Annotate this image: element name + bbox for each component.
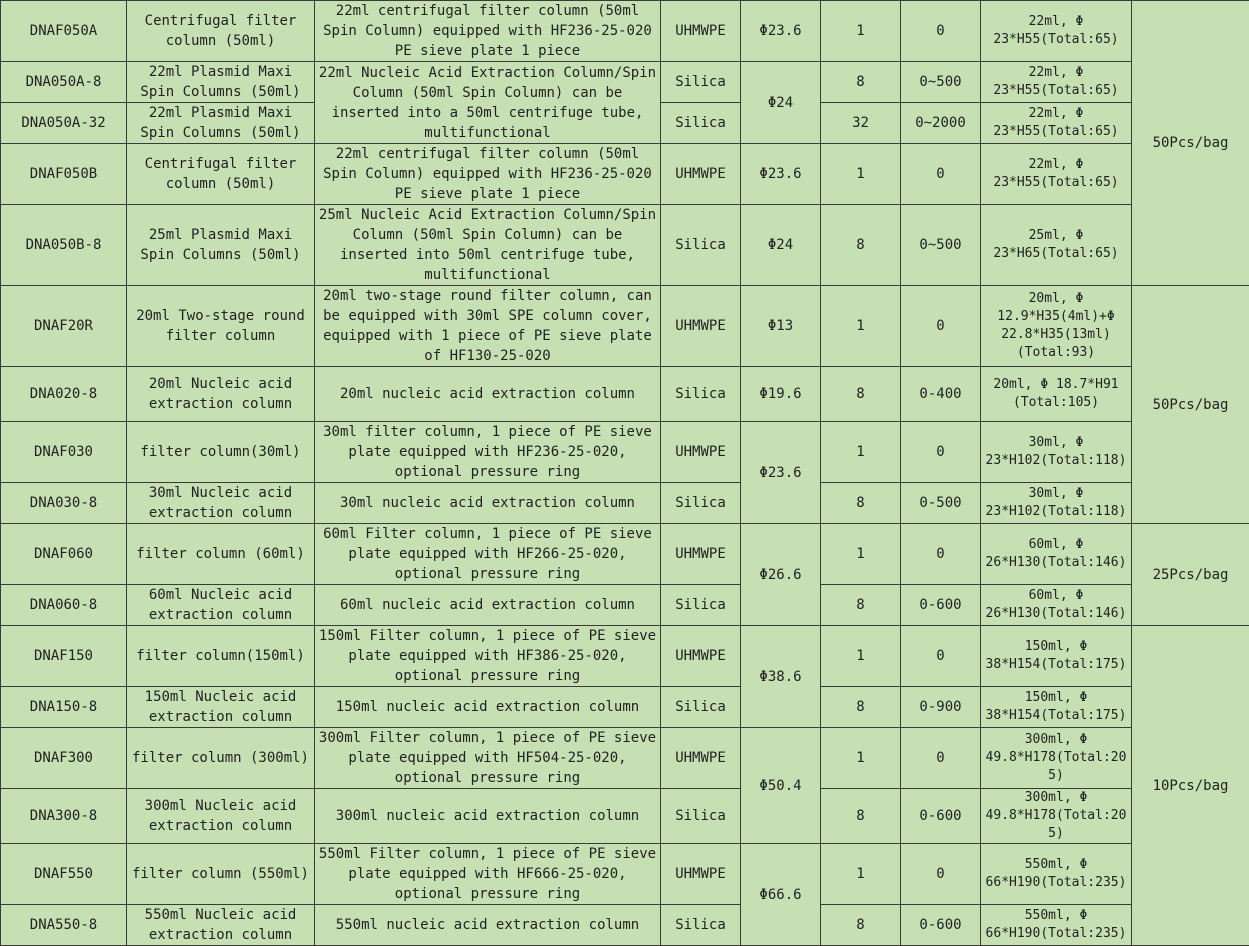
product-code: DNA030-8 (1, 483, 127, 524)
material: UHMWPE (661, 1, 741, 62)
product-code: DNA150-8 (1, 687, 127, 728)
product-description: 25ml Nucleic Acid Extraction Column/Spin Column (50ml Spin Column) can be inserted into 50ml centrifuge tube, multifunctional (315, 205, 661, 286)
material: UHMWPE (661, 524, 741, 585)
product-description: 550ml Filter column, 1 piece of PE sieve plate equipped with HF666-25-020, optional pressure ring (315, 844, 661, 905)
diameter: Φ24 (741, 62, 821, 144)
product-description: 60ml Filter column, 1 piece of PE sieve plate equipped with HF266-25-020, optional pressure ring (315, 524, 661, 585)
table-row (1, 483, 1249, 524)
material: Silica (661, 687, 741, 728)
product-code: DNAF060 (1, 524, 127, 585)
product-code: DNAF050B (1, 144, 127, 205)
material: UHMWPE (661, 422, 741, 483)
diameter: Φ50.4 (741, 728, 821, 844)
product-description: 30ml filter column, 1 piece of PE sieve plate equipped with HF236-25-020, optional pressure ring (315, 422, 661, 483)
specification: 60ml, Φ 26*H130(Total:146) (981, 524, 1132, 585)
specification: 25ml, Φ 23*H65(Total:65) (981, 205, 1132, 286)
quantity: 8 (821, 205, 901, 286)
specification: 550ml, Φ 66*H190(Total:235) (981, 844, 1132, 905)
product-code: DNA060-8 (1, 585, 127, 626)
quantity: 32 (821, 103, 901, 144)
product-description: 22ml centrifugal filter column (50ml Spin Column) equipped with HF236-25-020 PE sieve plate 1 piece (315, 1, 661, 62)
diameter: Φ66.6 (741, 844, 821, 946)
product-description: 550ml nucleic acid extraction column (315, 905, 661, 946)
table-row (1, 367, 1249, 422)
product-description: 150ml Filter column, 1 piece of PE sieve plate equipped with HF386-25-020, optional pressure ring (315, 626, 661, 687)
material: Silica (661, 62, 741, 103)
quantity: 8 (821, 62, 901, 103)
product-name: 150ml Nucleic acid extraction column (127, 687, 315, 728)
quantity: 1 (821, 286, 901, 367)
material: UHMWPE (661, 626, 741, 687)
quantity: 1 (821, 422, 901, 483)
table-row (1, 844, 1249, 905)
binding-capacity: 0-400 (901, 367, 981, 422)
binding-capacity: 0~500 (901, 62, 981, 103)
quantity: 1 (821, 728, 901, 789)
product-name: 300ml Nucleic acid extraction column (127, 789, 315, 844)
product-description: 300ml nucleic acid extraction column (315, 789, 661, 844)
product-name: 550ml Nucleic acid extraction column (127, 905, 315, 946)
binding-capacity: 0 (901, 144, 981, 205)
binding-capacity: 0 (901, 728, 981, 789)
packaging: 50Pcs/bag (1132, 286, 1249, 524)
product-code: DNA050A-8 (1, 62, 127, 103)
quantity: 1 (821, 844, 901, 905)
binding-capacity: 0 (901, 286, 981, 367)
binding-capacity: 0 (901, 1, 981, 62)
diameter: Φ23.6 (741, 144, 821, 205)
binding-capacity: 0 (901, 844, 981, 905)
product-code: DNAF150 (1, 626, 127, 687)
product-description: 30ml nucleic acid extraction column (315, 483, 661, 524)
table-row (1, 286, 1249, 367)
specification: 22ml, Φ 23*H55(Total:65) (981, 62, 1132, 103)
product-name: 22ml Plasmid Maxi Spin Columns (50ml) (127, 62, 315, 103)
product-name: 20ml Two-stage round filter column (127, 286, 315, 367)
product-name: 25ml Plasmid Maxi Spin Columns (50ml) (127, 205, 315, 286)
diameter: Φ19.6 (741, 367, 821, 422)
product-code: DNAF20R (1, 286, 127, 367)
product-description: 22ml Nucleic Acid Extraction Column/Spin Column (50ml Spin Column) can be inserted into a 50ml centrifuge tube, multifunctional (315, 62, 661, 144)
material: Silica (661, 789, 741, 844)
quantity: 8 (821, 789, 901, 844)
table-row (1, 1, 1249, 62)
product-code: DNA550-8 (1, 905, 127, 946)
table-row (1, 626, 1249, 687)
product-code: DNA020-8 (1, 367, 127, 422)
specification: 22ml, Φ 23*H55(Total:65) (981, 144, 1132, 205)
product-name: filter column (300ml) (127, 728, 315, 789)
specification: 150ml, Φ 38*H154(Total:175) (981, 687, 1132, 728)
table-row (1, 585, 1249, 626)
specification: 150ml, Φ 38*H154(Total:175) (981, 626, 1132, 687)
product-description: 60ml nucleic acid extraction column (315, 585, 661, 626)
binding-capacity: 0-600 (901, 905, 981, 946)
product-description: 22ml centrifugal filter column (50ml Spin Column) equipped with HF236-25-020 PE sieve plate 1 piece (315, 144, 661, 205)
product-code: DNA050B-8 (1, 205, 127, 286)
product-name: filter column(30ml) (127, 422, 315, 483)
quantity: 1 (821, 626, 901, 687)
specification: 30ml, Φ 23*H102(Total:118) (981, 483, 1132, 524)
table-row (1, 422, 1249, 483)
table-row (1, 905, 1249, 946)
binding-capacity: 0-500 (901, 483, 981, 524)
product-name: 22ml Plasmid Maxi Spin Columns (50ml) (127, 103, 315, 144)
product-code: DNA050A-32 (1, 103, 127, 144)
specification: 300ml, Φ 49.8*H178(Total:205) (981, 728, 1132, 789)
binding-capacity: 0-600 (901, 585, 981, 626)
product-name: filter column (550ml) (127, 844, 315, 905)
diameter: Φ23.6 (741, 1, 821, 62)
diameter: Φ24 (741, 205, 821, 286)
product-name: Centrifugal filter column (50ml) (127, 1, 315, 62)
table-row (1, 687, 1249, 728)
table-row (1, 144, 1249, 205)
table-row (1, 789, 1249, 844)
product-description: 300ml Filter column, 1 piece of PE sieve plate equipped with HF504-25-020, optional pressure ring (315, 728, 661, 789)
quantity: 1 (821, 524, 901, 585)
specification: 30ml, Φ 23*H102(Total:118) (981, 422, 1132, 483)
material: Silica (661, 367, 741, 422)
table-row (1, 524, 1249, 585)
quantity: 8 (821, 585, 901, 626)
table-row (1, 205, 1249, 286)
product-description: 20ml two-stage round filter column, can be equipped with 30ml SPE column cover, equipped with 1 piece of PE sieve plate of HF130-25-020 (315, 286, 661, 367)
diameter: Φ23.6 (741, 422, 821, 524)
quantity: 1 (821, 144, 901, 205)
product-code: DNAF300 (1, 728, 127, 789)
product-code: DNAF550 (1, 844, 127, 905)
product-name: filter column (60ml) (127, 524, 315, 585)
product-description: 150ml nucleic acid extraction column (315, 687, 661, 728)
product-name: Centrifugal filter column (50ml) (127, 144, 315, 205)
specification: 60ml, Φ 26*H130(Total:146) (981, 585, 1132, 626)
product-code: DNAF050A (1, 1, 127, 62)
packaging: 10Pcs/bag (1132, 626, 1249, 946)
quantity: 8 (821, 367, 901, 422)
table-row (1, 62, 1249, 103)
binding-capacity: 0-600 (901, 789, 981, 844)
material: Silica (661, 103, 741, 144)
quantity: 8 (821, 687, 901, 728)
diameter: Φ26.6 (741, 524, 821, 626)
binding-capacity: 0~500 (901, 205, 981, 286)
quantity: 8 (821, 905, 901, 946)
diameter: Φ38.6 (741, 626, 821, 728)
binding-capacity: 0-900 (901, 687, 981, 728)
diameter: Φ13 (741, 286, 821, 367)
specification: 22ml, Φ 23*H55(Total:65) (981, 103, 1132, 144)
binding-capacity: 0 (901, 626, 981, 687)
product-name: 20ml Nucleic acid extraction column (127, 367, 315, 422)
product-description: 20ml nucleic acid extraction column (315, 367, 661, 422)
material: Silica (661, 905, 741, 946)
specification: 20ml, Φ 18.7*H91 (Total:105) (981, 367, 1132, 422)
quantity: 8 (821, 483, 901, 524)
specification: 22ml, Φ 23*H55(Total:65) (981, 1, 1132, 62)
product-name: 30ml Nucleic acid extraction column (127, 483, 315, 524)
specification: 20ml, Φ 12.9*H35(4ml)+Φ 22.8*H35(13ml)(Total:93) (981, 286, 1132, 367)
material: UHMWPE (661, 728, 741, 789)
material: UHMWPE (661, 286, 741, 367)
material: Silica (661, 483, 741, 524)
material: UHMWPE (661, 144, 741, 205)
binding-capacity: 0~2000 (901, 103, 981, 144)
product-code: DNAF030 (1, 422, 127, 483)
product-name: 60ml Nucleic acid extraction column (127, 585, 315, 626)
quantity: 1 (821, 1, 901, 62)
product-name: filter column(150ml) (127, 626, 315, 687)
specification: 300ml, Φ 49.8*H178(Total:205) (981, 789, 1132, 844)
table-row (1, 728, 1249, 789)
binding-capacity: 0 (901, 524, 981, 585)
packaging: 50Pcs/bag (1132, 1, 1249, 286)
binding-capacity: 0 (901, 422, 981, 483)
specification: 550ml, Φ 66*H190(Total:235) (981, 905, 1132, 946)
product-code: DNA300-8 (1, 789, 127, 844)
packaging: 25Pcs/bag (1132, 524, 1249, 626)
material: Silica (661, 205, 741, 286)
material: UHMWPE (661, 844, 741, 905)
material: Silica (661, 585, 741, 626)
